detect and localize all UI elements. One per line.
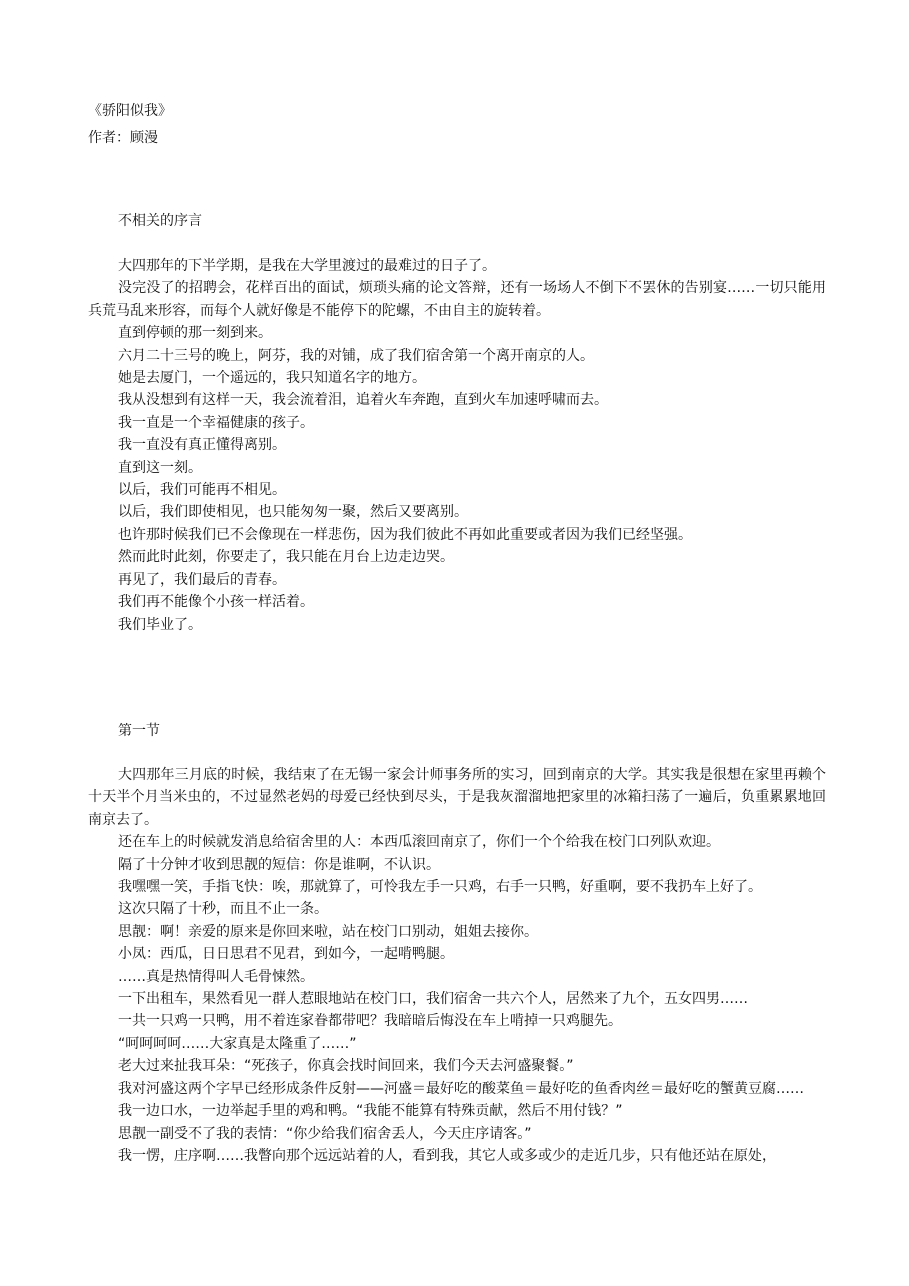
preface-paragraph: 直到停顿的那一刻到来。 <box>118 325 272 342</box>
chapter-paragraph: 我一愣，庄序啊……我瞥向那个远远站着的人，看到我，其它人或多或少的走近几步，只有他还站在原处， <box>118 1147 776 1164</box>
chapter-paragraph: 一下出租车，果然看见一群人惹眼地站在校门口，我们宿舍一共六个人，居然来了九个，五女四男…… <box>118 991 748 1008</box>
preface-paragraph: 以后，我们可能再不相见。 <box>118 482 286 499</box>
preface-paragraph: 我从没想到有这样一天，我会流着泪，追着火车奔跑，直到火车加速呼啸而去。 <box>118 392 608 409</box>
chapter-body <box>88 764 826 1167</box>
preface-paragraph: 六月二十三号的晚上，阿芬，我的对铺，成了我们宿舍第一个离开南京的人。 <box>118 347 594 364</box>
preface-body <box>88 255 826 636</box>
chapter-paragraph: ……真是热情得叫人毛骨悚然。 <box>118 968 314 985</box>
chapter-paragraph: 大四那年三月底的时候，我结束了在无锡一家会计师事务所的实习，回到南京的大学。其实我是很想在家里再赖个十天半个月当米虫的，不过显然老妈的母爱已经快到尽头，于是我灰溜溜地把家里的冰箱扫荡了一遍后，负重累累地回南京去了。 <box>88 767 826 828</box>
book-author: 作者：顾漫 <box>88 130 158 146</box>
chapter-paragraph: 一共一只鸡一只鸭，用不着连家眷都带吧？我暗暗后悔没在车上啃掉一只鸡腿先。 <box>118 1013 622 1030</box>
preface-paragraph: 然而此时此刻，你要走了，我只能在月台上边走边哭。 <box>118 549 454 566</box>
preface-paragraph: 我们再不能像个小孩一样活着。 <box>118 594 314 611</box>
chapter-paragraph: 我嘿嘿一笑，手指飞快：唉，那就算了，可怜我左手一只鸡，右手一只鸭，好重啊，要不我扔车上好了。 <box>118 879 762 896</box>
preface-paragraph: 大四那年的下半学期，是我在大学里渡过的最难过的日子了。 <box>118 258 496 274</box>
chapter-paragraph: 还在车上的时候就发消息给宿舍里的人：本西瓜滚回南京了，你们一个个给我在校门口列队欢迎。 <box>118 834 720 851</box>
preface-paragraph: 直到这一刻。 <box>118 459 202 476</box>
book-title: 《骄阳似我》 <box>88 103 172 119</box>
preface-paragraph: 她是去厦门，一个遥远的，我只知道名字的地方。 <box>118 370 426 387</box>
chapter-paragraph: 思靓一副受不了我的表情：“你少给我们宿舍丢人，今天庄序请客。” <box>118 1125 532 1142</box>
preface-paragraph: 我一直是一个幸福健康的孩子。 <box>118 414 314 431</box>
chapter-paragraph: 小凤：西瓜，日日思君不见君，到如今，一起啃鸭腿。 <box>118 946 454 963</box>
chapter-paragraph: 思靓：啊！亲爱的原来是你回来啦，站在校门口别动，姐姐去接你。 <box>118 923 538 940</box>
chapter-paragraph: 这次只隔了十秒，而且不止一条。 <box>118 901 328 918</box>
preface-paragraph: 也许那时候我们已不会像现在一样悲伤，因为我们彼此不再如此重要或者因为我们已经坚强。 <box>118 526 692 543</box>
chapter-paragraph: 我对河盛这两个字早已经形成条件反射——河盛＝最好吃的酸菜鱼＝最好吃的鱼香肉丝＝最好吃的蟹黄豆腐…… <box>118 1080 804 1097</box>
chapter-paragraph: “呵呵呵呵……大家真是太隆重了……” <box>118 1035 357 1052</box>
preface-paragraph: 我们毕业了。 <box>118 616 202 633</box>
chapter-paragraph: 隔了十分钟才收到思靓的短信：你是谁啊，不认识。 <box>118 856 440 873</box>
chapter-heading: 第一节 <box>118 723 160 739</box>
preface-paragraph: 再见了，我们最后的青春。 <box>118 571 286 588</box>
preface-paragraph: 以后，我们即使相见，也只能匆匆一聚，然后又要离别。 <box>118 504 468 521</box>
chapter-paragraph: 老大过来扯我耳朵：“死孩子，你真会找时间回来，我们今天去河盛聚餐。” <box>118 1058 574 1075</box>
preface-paragraph: 没完没了的招聘会，花样百出的面试，烦琐头痛的论文答辩，还有一场场人不倒下不罢休的告别宴……一切只能用兵荒马乱来形容，而每个人就好像是不能停下的陀螺，不由自主的旋转着。 <box>88 280 826 319</box>
preface-paragraph: 我一直没有真正懂得离别。 <box>118 437 286 454</box>
preface-heading: 不相关的序言 <box>118 213 202 229</box>
chapter-paragraph: 我一边口水，一边举起手里的鸡和鸭。“我能不能算有特殊贡献，然后不用付钱？” <box>118 1103 623 1120</box>
